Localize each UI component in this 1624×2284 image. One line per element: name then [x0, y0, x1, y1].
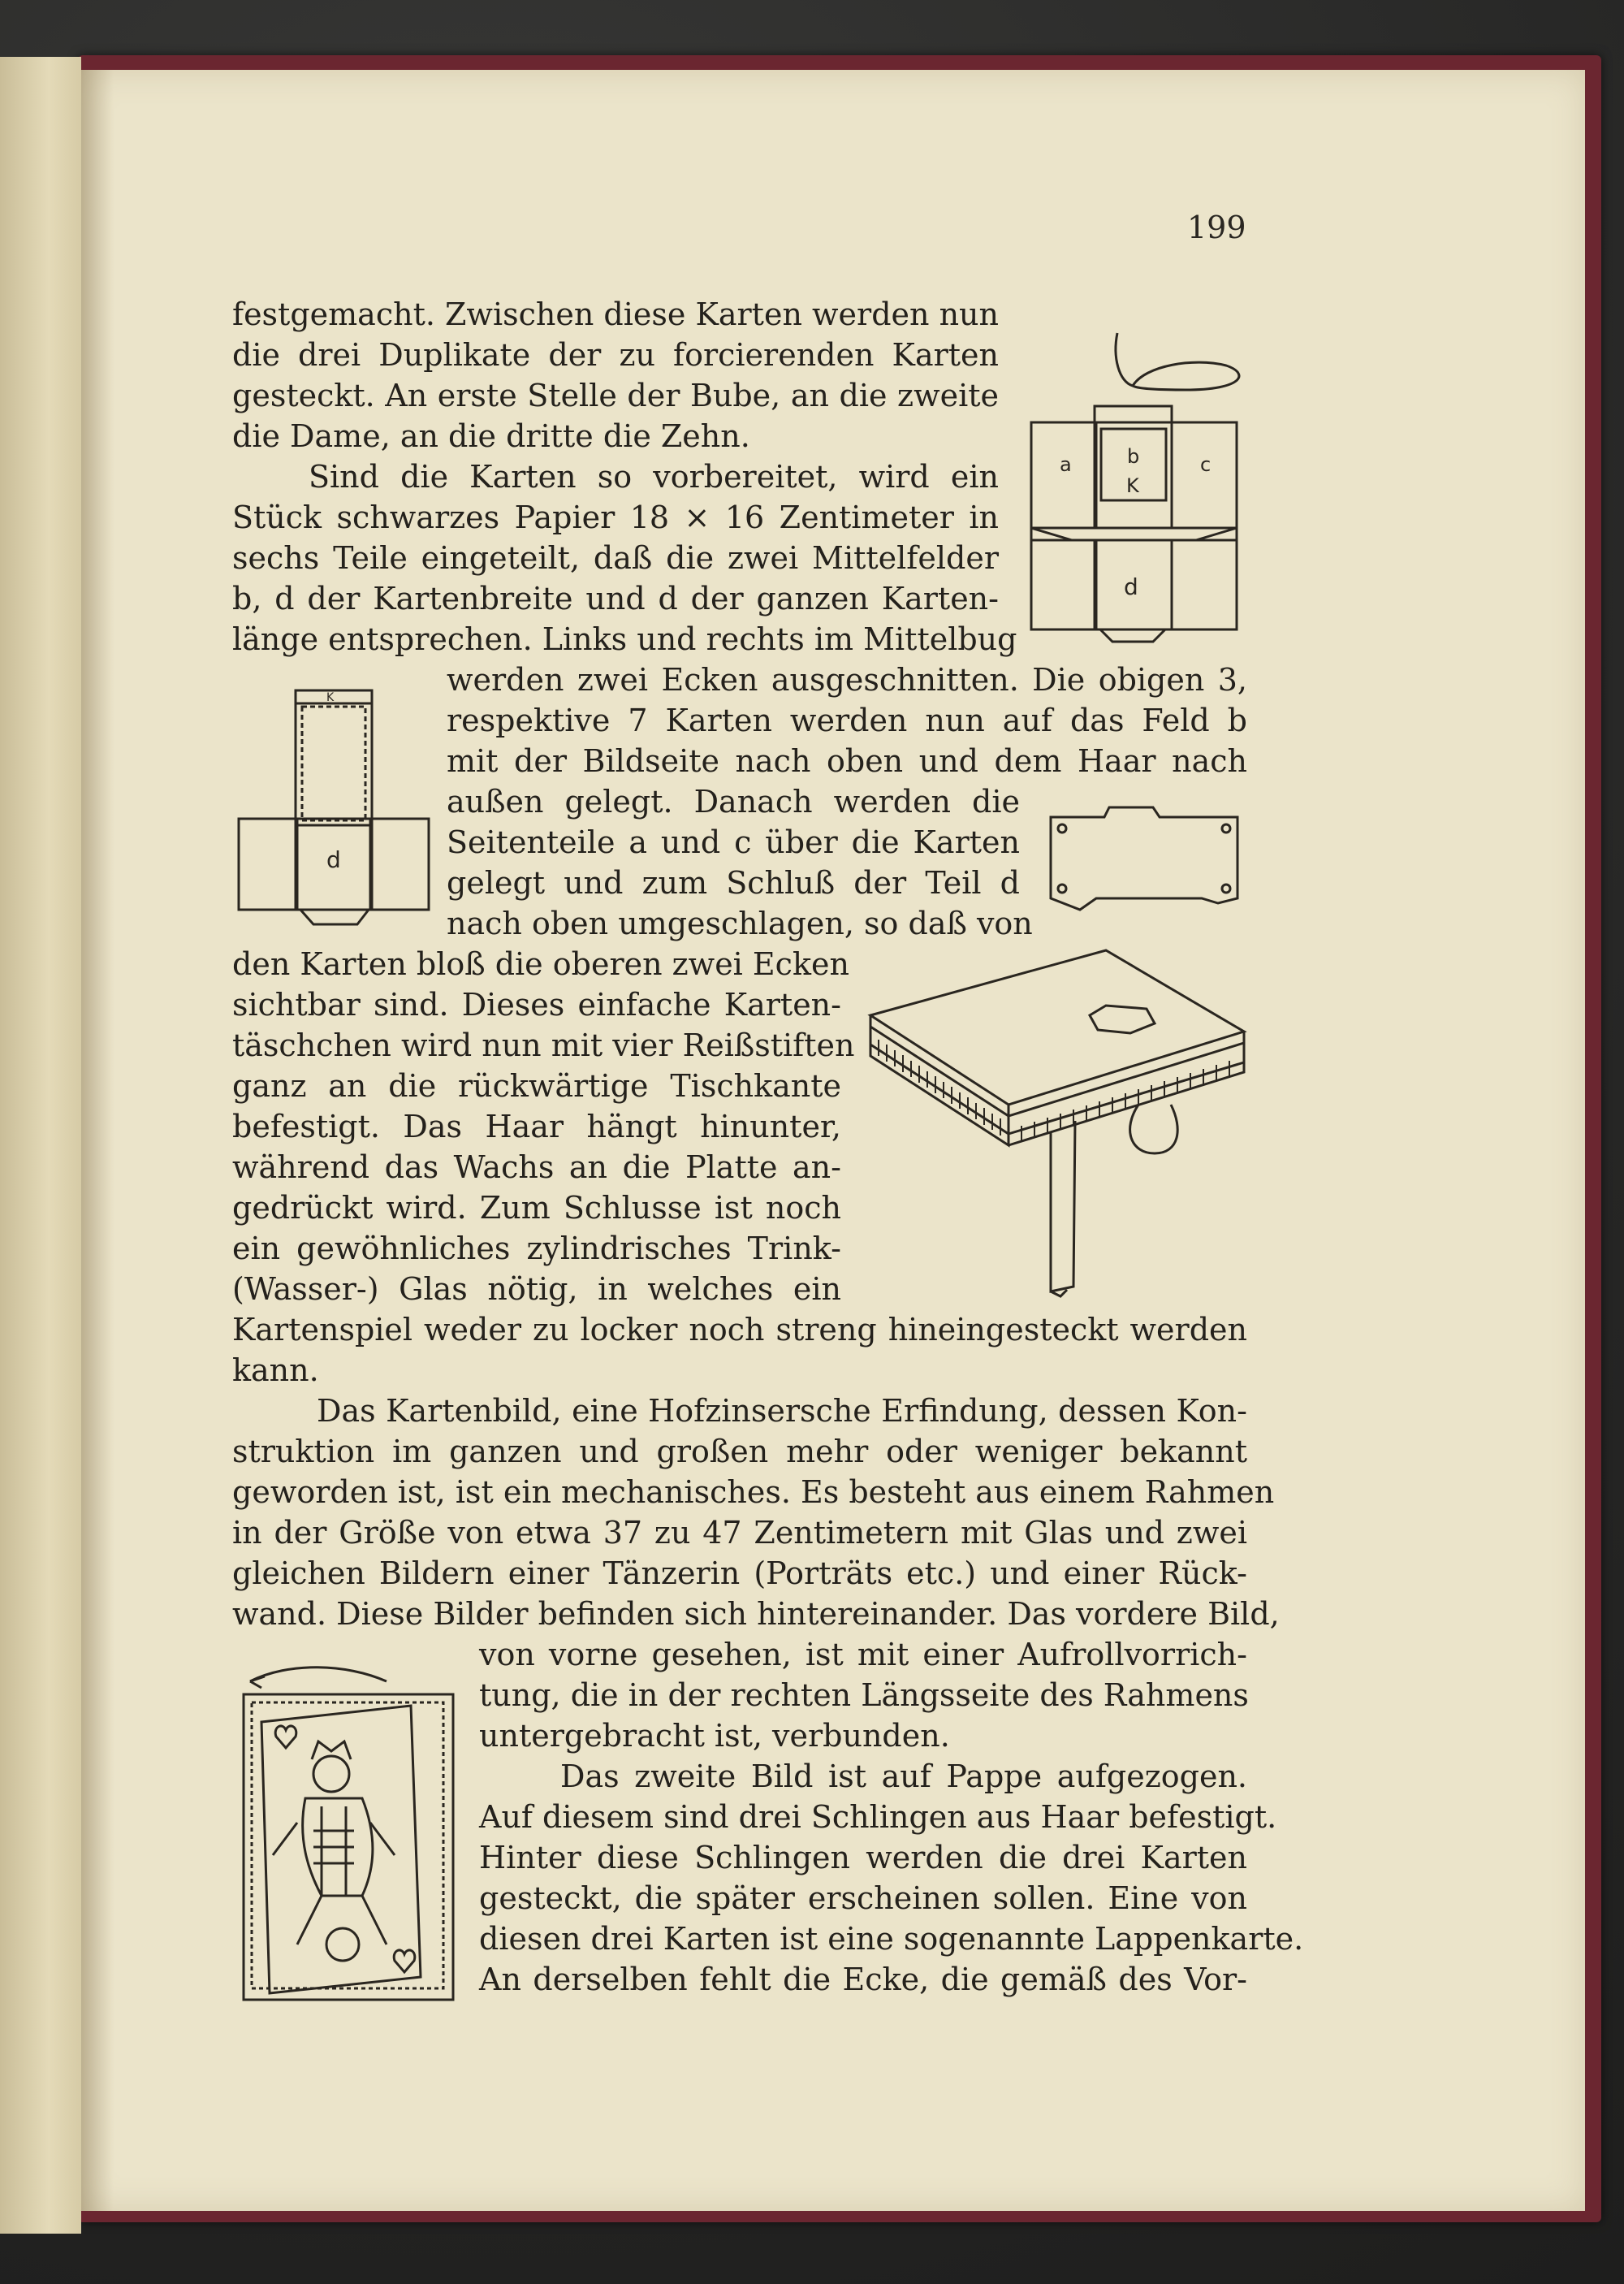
text-line: gelegt und zum Schluß der Teil d — [447, 865, 1020, 901]
text-line: Seitenteile a und c über die Karten — [447, 824, 1020, 860]
text-line: tung, die in der rechten Längsseite des Rahmens — [479, 1677, 1249, 1713]
queen-card-frame-figure — [240, 1652, 460, 2009]
text-line: täschchen wird nun mit vier Reißstiften — [232, 1027, 855, 1063]
text-line: struktion im ganzen und großen mehr oder weniger bekannt — [232, 1434, 1247, 1469]
label-d: d — [1124, 573, 1138, 600]
text-line: Das Kartenbild, eine Hofzinsersche Erfindung, dessen Kon- — [317, 1393, 1247, 1429]
text-line: Sind die Karten so vorbereitet, wird ein — [309, 459, 999, 495]
text-line: gesteckt, die später erscheinen sollen. Eine von — [479, 1880, 1247, 1916]
text-line: werden zwei Ecken ausgeschnitten. Die obigen 3, — [447, 662, 1247, 698]
text-line: geworden ist, ist ein mechanisches. Es besteht aus einem Rahmen — [232, 1474, 1275, 1510]
text-line: außen gelegt. Danach werden die — [447, 784, 1020, 820]
text-line: Stück schwarzes Papier 18 × 16 Zentimeter in — [232, 500, 999, 535]
text-line: festgemacht. Zwischen diese Karten werden nun — [232, 296, 999, 332]
text-line: (Wasser-) Glas nötig, in welches ein — [232, 1271, 841, 1307]
text-line: in der Größe von etwa 37 zu 47 Zentimetern mit Glas und zwei — [232, 1515, 1247, 1551]
text-line: diesen drei Karten ist eine sogenannte Lappenkarte. — [479, 1921, 1304, 1957]
text-line: Das zweite Bild ist auf Pappe aufgezogen. — [560, 1758, 1247, 1794]
label-k-small: K — [326, 691, 335, 704]
label-b: b — [1127, 445, 1140, 468]
text-line: kann. — [232, 1352, 319, 1388]
text-line: mit der Bildseite nach oben und dem Haar nach — [447, 743, 1247, 779]
text-line: die drei Duplikate der zu forcierenden Karten — [232, 337, 999, 373]
label-c: c — [1200, 453, 1212, 476]
text-line: befestigt. Das Haar hängt hinunter, — [232, 1109, 841, 1144]
text-line: gesteckt. An erste Stelle der Bube, an die zweite — [232, 378, 999, 413]
text-line: Auf diesem sind drei Schlingen aus Haar befestigt. — [479, 1799, 1277, 1835]
text-line: respektive 7 Karten werden nun auf das Feld b — [447, 703, 1247, 738]
text-line: sichtbar sind. Dieses einfache Karten- — [232, 987, 841, 1023]
label-k: K — [1126, 474, 1139, 497]
text-line: Kartenspiel weder zu locker noch streng hineingesteckt werden — [232, 1312, 1247, 1347]
text-line: ganz an die rückwärtige Tischkante — [232, 1068, 841, 1104]
text-line: untergebracht ist, verbunden. — [479, 1718, 950, 1754]
label-a: a — [1060, 453, 1072, 476]
page-number: 199 — [1187, 210, 1246, 245]
text-line: länge entsprechen. Links und rechts im Mittelbug — [232, 621, 1017, 657]
card-pocket-net-figure — [1023, 309, 1250, 650]
text-line: b, d der Kartenbreite und d der ganzen Karten- — [232, 581, 999, 616]
left-page-edge — [0, 57, 81, 2234]
table-with-pocket-figure — [862, 942, 1252, 1308]
text-line: von vorne gesehen, ist mit einer Aufrollvorrich- — [479, 1637, 1247, 1672]
text-line: Hinter diese Schlingen werden die drei Karten — [479, 1840, 1247, 1875]
page-gutter — [81, 70, 114, 2211]
text-line: An derselben fehlt die Ecke, die gemäß des Vor- — [479, 1962, 1247, 1997]
folded-net-figure — [235, 687, 430, 931]
text-line: gleichen Bildern einer Tänzerin (Porträts etc.) und einer Rück- — [232, 1555, 1247, 1591]
pocket-with-tacks-figure — [1047, 801, 1242, 923]
text-line: den Karten bloß die oberen zwei Ecken — [232, 946, 849, 982]
text-line: die Dame, an die dritte die Zehn. — [232, 418, 750, 454]
text-line: gedrückt wird. Zum Schlusse ist noch — [232, 1190, 841, 1226]
text-line: nach oben umgeschlagen, so daß von — [447, 906, 1033, 941]
text-line: wand. Diese Bilder befinden sich hintereinander. Das vordere Bild, — [232, 1596, 1280, 1632]
label-d-net: d — [326, 846, 341, 873]
text-line: ein gewöhnliches zylindrisches Trink- — [232, 1231, 841, 1266]
text-line: sechs Teile eingeteilt, daß die zwei Mittelfelder — [232, 540, 999, 576]
text-line: während das Wachs an die Platte an- — [232, 1149, 841, 1185]
